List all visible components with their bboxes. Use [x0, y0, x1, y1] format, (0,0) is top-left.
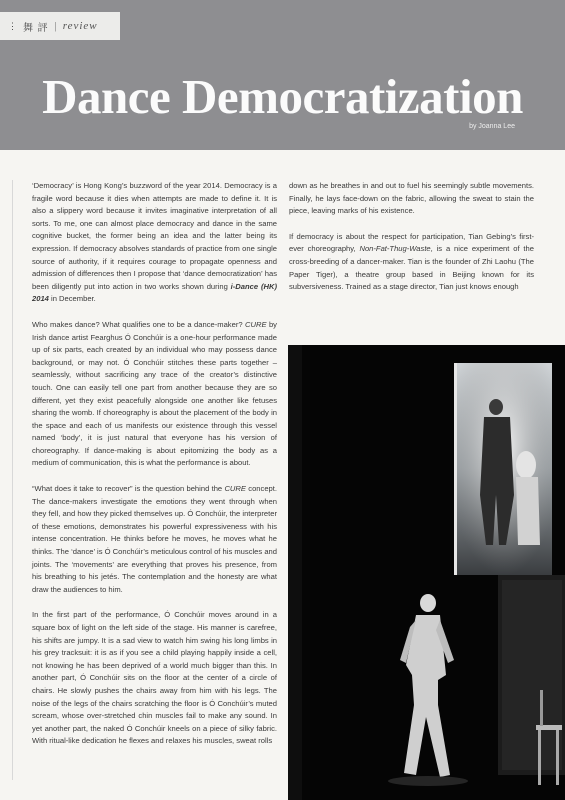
section-label: review — [62, 20, 98, 32]
paragraph: If democracy is about the respect for participation, Tian Gebing’s first-ever choreography, Non-Fat-Thug-Waste, is a nice experiment of the cross-breeding of a dancer-maker. Tian is the founder of Zhi Laohu (The Paper Tiger), a theatre group based in Beijing known for its subversiveness. Trained as a stage director, Tian just knows enough — [289, 231, 534, 292]
section-tab — [0, 12, 120, 40]
performance-photo-illustration — [288, 345, 565, 800]
paragraph: “What does it take to recover” is the question behind the CURE concept. The dance-makers investigate the emotions they went through when they fell, and how they picked themselves up. Ó Conchúir, the interpreter of these emotions, demonstrates his powerful expressiveness with his intense concentration. He thinks before he moves, he moves what he thinks. The ‘dance’ is Ó Conchúir’s meticulous control of his muscles and joints. The ‘movements’ are everything that proves his presence, from his breathing to his jetés. The contemplation and the honesty are what draw the audiences to him. — [32, 484, 277, 594]
performance-photo — [288, 345, 565, 800]
article-title: Dance Democratization — [42, 69, 523, 124]
section-divider: | — [54, 20, 57, 32]
byline: by Joanna Lee — [469, 123, 515, 130]
article-column-right — [289, 180, 534, 307]
paragraph: In the first part of the performance, Ó Conchúir moves around in a square box of light on the left side of the stage. His manner is carefree, his shifts are jumpy. It is a sad view to watch him swing his long limbs in his grey tracksuit: it is as if you see a child playing happily inside a cell, not knowing he has been deprived of a world much bigger than this. In another part, Ó Conchúir sits on the floor at the center of a circle of chairs. He slowly pushes the chairs away from him with his legs. The noise of the legs of the chairs scratching the floor is Ó Conchúir’s muted scream, whose over-stretched chin muscles fail to make any sound. In yet another part, the naked Ó Conchúir kneels on a piece of silky fabric. With ritual-like dedication he flexes and relaxes his muscles, sweat rolls — [32, 610, 277, 746]
header-bar — [0, 0, 565, 150]
paragraph: Who makes dance? What qualifies one to be a dance-maker? CURE by Irish dance artist Fearghus Ó Conchúir is a one-hour performance made up of six parts, each created by an individual who may possess dance background, or may not. Ó Conchúir stitches these parts together – seamlessly, without sacrificing any trace of the creator’s distinctive touch. One can easily tell one part from another because they are so different, yet they exist peacefully alongside one another like fetuses sharing the womb. If choreography is about the placement of the body in the space and each of us manifests our existence through this vessel named ‘body’, it is just natural that everyone has his version of choreography. If dance-making is about epitomizing the body as a medium of communication, this is what the performance is about. — [32, 319, 277, 468]
section-chinese-label: 舞 評 — [23, 22, 49, 34]
paragraph: ‘Democracy’ is Hong Kong’s buzzword of the year 2014. Democracy is a fragile word because it dies when attempts are made to define it. It is also a slippery word because it invites imaginative interpretation of all sorts. To me, one can almost place democracy and dance in the same cognitive bucket, the former being an idea and the latter being its expression. If democracy absolves standards of practice from one single source of authority, if it requires courage to propagate openness and admission of differences then I propose that ‘dance democratization’ has been diligently put into action in two works shown during i-Dance (HK) 2014 in December. — [32, 181, 277, 304]
section-mark-icon: ⋮ — [8, 20, 17, 31]
paragraph: down as he breathes in and out to fuel his seemingly subtle movements. Finally, he lays face-down on the fabric, allowing the sweat to stain the piece, leaving marks of his existence. — [289, 181, 534, 216]
article-column-left — [32, 180, 277, 761]
margin-rule — [12, 180, 13, 780]
